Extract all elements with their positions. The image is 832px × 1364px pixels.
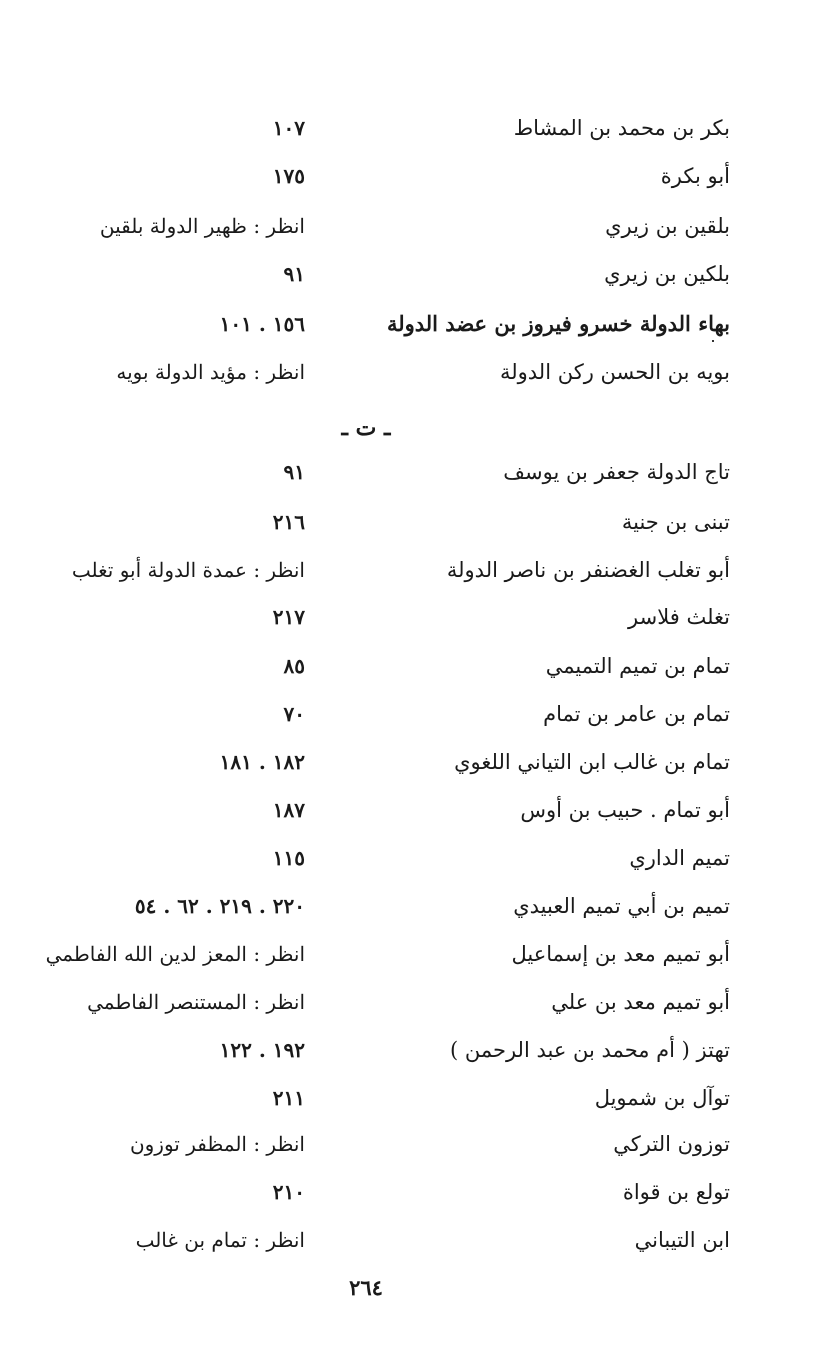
- index-entry: [40, 506, 730, 546]
- stray-dot-mark: [712, 340, 714, 342]
- index-entry: [40, 554, 730, 594]
- index-entry: [40, 1176, 730, 1216]
- index-entry: [40, 986, 730, 1026]
- entry-name: توآل بن شمويل: [594, 1086, 730, 1110]
- entry-name: تمام بن عامر بن تمام: [543, 702, 730, 726]
- entry-page-ref: ١٧٥: [272, 164, 305, 188]
- entry-page-ref: ٧٠: [283, 702, 305, 726]
- index-entry: [40, 842, 730, 882]
- entry-name: بكر بن محمد بن المشاط: [513, 116, 730, 140]
- entry-page-ref: ١٨٢ . ١٨١: [219, 750, 305, 774]
- entry-page-ref: ٢٢٠ . ٢١٩ . ٦٢ . ٥٤: [134, 894, 305, 918]
- entry-name: تمام بن غالب ابن التياني اللغوي: [454, 750, 730, 774]
- entry-cross-ref: انظر : المعز لدين الله الفاطمي: [45, 942, 305, 966]
- page-number: ٢٦٤: [349, 1275, 383, 1300]
- entry-page-ref: ١٩٢ . ١٢٢: [219, 1038, 305, 1062]
- entry-cross-ref: انظر : ظهير الدولة بلقين: [99, 214, 305, 238]
- entry-name: تبنى بن جنية: [621, 510, 730, 534]
- entry-cross-ref: انظر : عمدة الدولة أبو تغلب: [71, 558, 305, 582]
- index-entry: [40, 1082, 730, 1122]
- index-entry: [40, 890, 730, 930]
- entry-name: أبو تميم معد بن إسماعيل: [511, 942, 730, 966]
- index-entry: [40, 160, 730, 200]
- entry-page-ref: ١١٥: [272, 846, 305, 870]
- index-entry: [40, 794, 730, 834]
- index-entry: [40, 601, 730, 641]
- entry-page-ref: ٢١٠: [272, 1180, 305, 1204]
- entry-page-ref: ٢١١: [272, 1086, 305, 1110]
- entry-page-ref: ٩١: [283, 460, 305, 484]
- entry-name: تمام بن تميم التميمي: [545, 654, 730, 678]
- entry-name: أبو تميم معد بن علي: [551, 990, 730, 1014]
- index-entry: [40, 258, 730, 298]
- index-entry: [40, 1034, 730, 1074]
- index-entry: [40, 1128, 730, 1168]
- index-entry: [40, 308, 730, 348]
- index-entry: [40, 650, 730, 690]
- entry-cross-ref: انظر : مؤيد الدولة بويه: [116, 360, 305, 384]
- entry-cross-ref: انظر : المظفر توزون: [129, 1132, 305, 1156]
- entry-cross-ref: انظر : تمام بن غالب: [135, 1228, 305, 1252]
- entry-name: أبو تمام . حبيب بن أوس: [520, 798, 730, 822]
- entry-page-ref: ١٨٧: [272, 798, 305, 822]
- index-entry: [40, 698, 730, 738]
- section-header-ta: ـ ت ـ: [341, 415, 391, 441]
- entry-name: بويه بن الحسن ركن الدولة: [499, 360, 730, 384]
- index-entry: [40, 746, 730, 786]
- entry-name: أبو تغلب الغضنفر بن ناصر الدولة: [446, 558, 730, 582]
- entry-name: ابن التيباني: [634, 1228, 730, 1252]
- entry-page-ref: ١٥٦ . ١٠١: [219, 312, 305, 336]
- entry-name: تميم بن أبي تميم العبيدي: [513, 894, 730, 918]
- index-entry: [40, 938, 730, 978]
- entry-page-ref: ٢١٧: [272, 605, 305, 629]
- entry-page-ref: ١٠٧: [272, 116, 305, 140]
- entry-name: تهتز ( أم محمد بن عبد الرحمن ): [449, 1038, 730, 1062]
- entry-name: تاج الدولة جعفر بن يوسف: [503, 460, 730, 484]
- entry-name: توزون التركي: [613, 1132, 730, 1156]
- entry-page-ref: ٩١: [283, 262, 305, 286]
- index-entry: [40, 112, 730, 152]
- index-entry: [40, 456, 730, 496]
- entry-name: بهاء الدولة خسرو فيروز بن عضد الدولة: [386, 311, 730, 336]
- entry-page-ref: ٨٥: [283, 654, 305, 678]
- entry-name: تميم الداري: [629, 846, 730, 870]
- index-entry: [40, 356, 730, 396]
- index-entry: [40, 1224, 730, 1264]
- entry-name: أبو بكرة: [660, 164, 730, 188]
- entry-name: بلقين بن زيري: [605, 214, 730, 238]
- entry-name: تغلث فلاسر: [628, 605, 730, 629]
- entry-name: بلكين بن زيري: [604, 262, 730, 286]
- entry-name: تولع بن قواة: [622, 1180, 730, 1204]
- index-entry: [40, 210, 730, 250]
- entry-cross-ref: انظر : المستنصر الفاطمي: [87, 990, 305, 1014]
- entry-page-ref: ٢١٦: [272, 510, 305, 534]
